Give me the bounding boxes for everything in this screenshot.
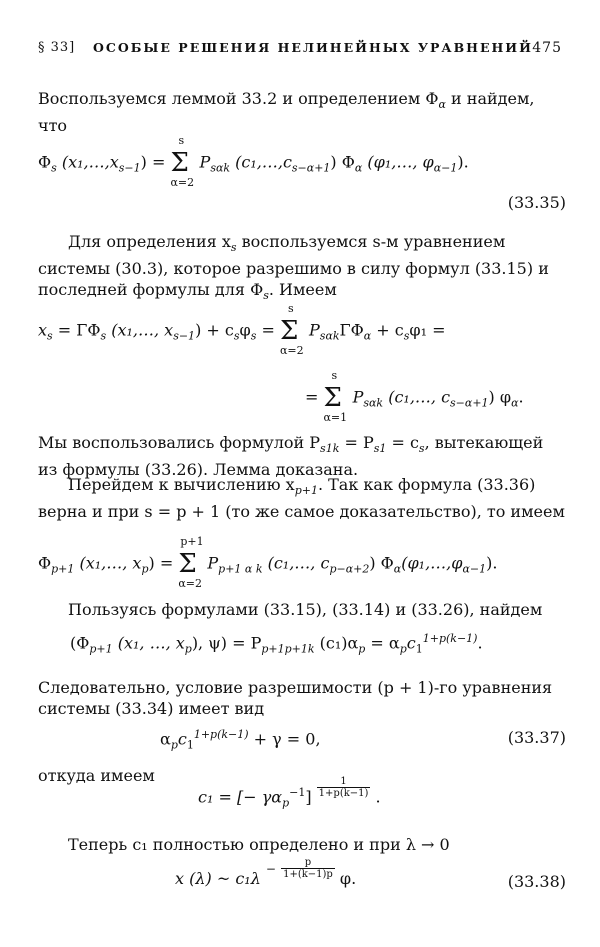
sum-symbol: Σ: [178, 549, 197, 579]
paragraph-7: откуда имеем: [38, 766, 155, 785]
page-number: 475: [532, 40, 562, 56]
equation-phi-p-plus-1: $\Phi_{p+1}$ (x₁,…, $x_p$) = p+1 Σ α=2 $P_{p+1 \alpha k}$ (c₁,…, $c_{p-\alpha+2}$) $\Phi_\alpha(\varphi_1,\dots,\varphi_{\alpha-1})$.: [38, 535, 498, 590]
equation-number-33-37: (33.37): [507, 728, 566, 747]
paragraph-8: Теперь c₁ полностью определено и при λ → 0: [68, 835, 450, 854]
equation-xs-line-2: = s Σ α=1 $P_{s\alpha k}$ (c₁,…, $c_{s-\alpha+1}$) $\varphi_\alpha$.: [305, 369, 524, 424]
paragraph-1: Воспользуемся леммой 33.2 и определением $\Phi_\alpha$ и найдем, что: [38, 89, 535, 136]
paragraph-5: Пользуясь формулами (33.15), (33.14) и (33.26), найдем: [68, 600, 543, 619]
equation-33-35: $\Phi_s$ $(x_1,\dots,x_{s-1})$ = s Σ α=2 $P_{s\alpha k}$ $(c_1,\dots,c_{s-\alpha+1})$ $\Phi_\alpha$ (φ₁,…, $\varphi_{\alpha-1}$).: [38, 134, 469, 189]
sum-symbol: Σ: [323, 383, 342, 413]
sum-symbol: Σ: [170, 148, 189, 178]
sum-symbol: Σ: [279, 316, 299, 346]
exponent-fraction: $\frac{1}{1+p(k-1)}$: [318, 776, 369, 800]
paragraph-3: Мы воспользовались формулой $P_{s1k} = P_{s1} = c_s$, вытекающей из формулы (33.26). Лемма доказана.: [38, 433, 544, 480]
paragraph-2: Для определения $x_s$ воспользуемся s-м уравнением системы (30.3), которое разрешимо в силу формул (33.15) и последней формулы для $\Phi_s$. Имеем: [38, 232, 549, 303]
equation-c1: c₁ = [− $\gamma\alpha_p^{-1}$] $\frac{1}{1+p(k-1)}$ .: [198, 776, 381, 810]
exponent-fraction: $\frac{p}{1+(k-1)p}$: [283, 857, 333, 880]
section-reference: § 33]: [38, 40, 76, 55]
equation-xs-line-1: $x_s = \Gamma\Phi_s$ (x₁,…, $x_{s-1}) + c_s\varphi_s$ = s Σ α=2 $P_{s\alpha k}\Gamma\Phi_\alpha + c_s\varphi_1$ =: [38, 302, 446, 357]
paragraph-4: Перейдем к вычислению $x_{p+1}$. Так как формула (33.36) верна и при s = p + 1 (то же самое доказательство), то имеем: [38, 475, 565, 522]
equation-33-38: x (λ) ~ c₁λ − $\frac{p}{1+(k-1)p}$ φ.: [175, 857, 357, 888]
equation-number-33-38: (33.38): [507, 872, 566, 891]
equation-33-37: $\alpha_pc_1^{1+p(k-1)} + \gamma = 0$,: [160, 728, 321, 752]
equation-number-33-35: (33.35): [507, 193, 566, 212]
equation-scalar-product: ($\Phi_{p+1}$ (x₁, …, $x_p$), $\psi) = P_{p+1p+1k}$ $(c_1)\alpha_p = \alpha_pc_1^{1+p(k-1)}$.: [70, 632, 483, 656]
running-header: [38, 40, 562, 62]
paragraph-6: Следовательно, условие разрешимости (p + 1)-го уравнения системы (33.34) имеет вид: [38, 678, 553, 718]
chapter-title: ОСОБЫЕ РЕШЕНИЯ НЕЛИНЕЙНЫХ УРАВНЕНИЙ: [93, 40, 533, 55]
